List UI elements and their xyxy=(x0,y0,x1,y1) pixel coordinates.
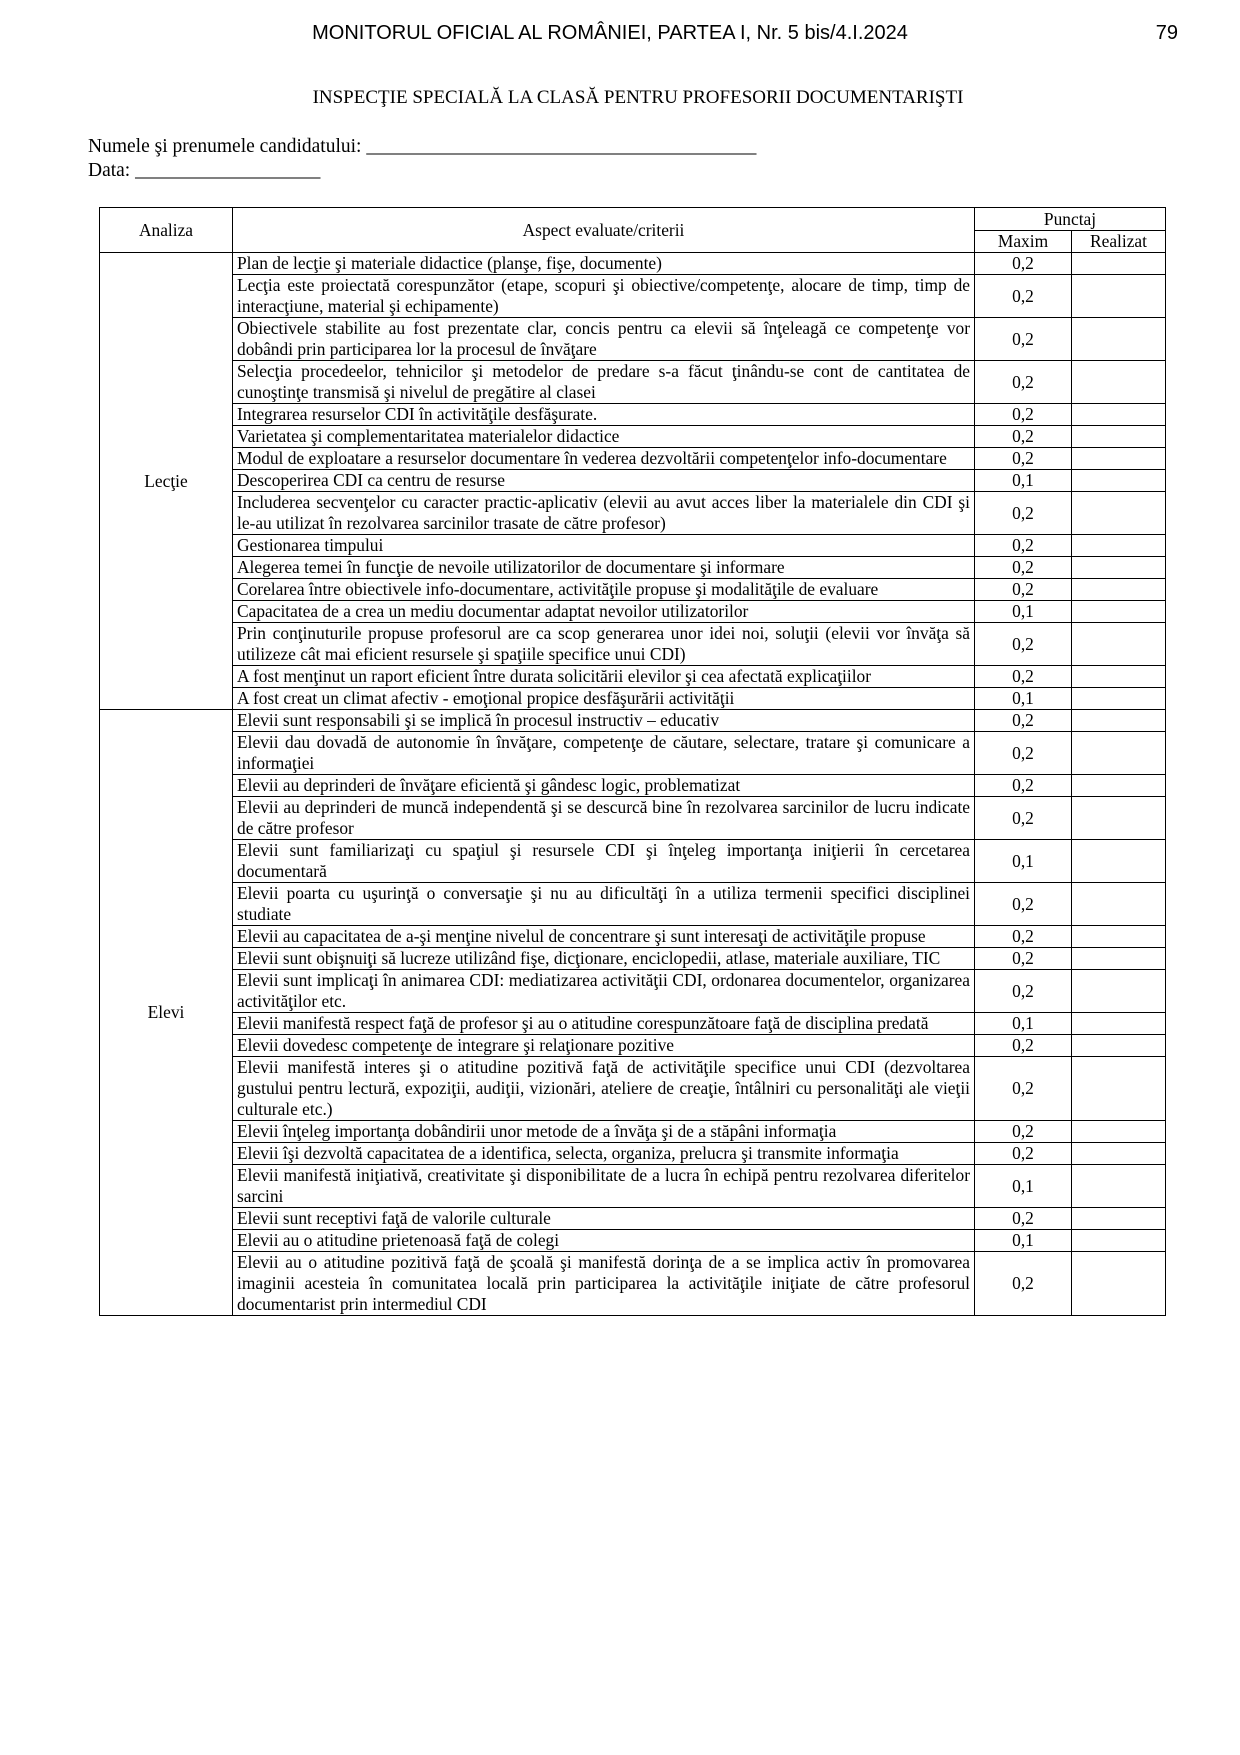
max-score-cell: 0,1 xyxy=(975,1230,1072,1252)
table-row xyxy=(100,492,1166,535)
max-score-cell: 0,2 xyxy=(975,666,1072,688)
criterion-cell: Elevii sunt responsabili şi se implică în procesul instructiv – educativ xyxy=(233,710,975,732)
section-label: Elevi xyxy=(100,710,233,1316)
criterion-cell: Elevii au o atitudine prietenoasă faţă de colegi xyxy=(233,1230,975,1252)
criterion-cell: Elevii au deprinderi de învăţare eficientă şi gândesc logic, problematizat xyxy=(233,775,975,797)
criterion-cell: Elevii sunt obişnuiţi să lucreze utilizând fişe, dicţionare, enciclopedii, atlase, materiale auxiliare, TIC xyxy=(233,948,975,970)
table-row xyxy=(100,318,1166,361)
achieved-score-cell[interactable] xyxy=(1072,579,1166,601)
criterion-cell: Integrarea resurselor CDI în activităţile desfăşurate. xyxy=(233,404,975,426)
criterion-cell: A fost creat un climat afectiv - emoţional propice desfăşurării activităţii xyxy=(233,688,975,710)
achieved-score-cell[interactable] xyxy=(1072,253,1166,275)
achieved-score-cell[interactable] xyxy=(1072,1013,1166,1035)
table-row xyxy=(100,448,1166,470)
column-header-analysis: Analiza xyxy=(100,208,233,253)
table-row xyxy=(100,1121,1166,1143)
candidate-name-field: Numele şi prenumele candidatului: ________________________________________ xyxy=(88,136,757,157)
achieved-score-cell[interactable] xyxy=(1072,1208,1166,1230)
achieved-score-cell[interactable] xyxy=(1072,404,1166,426)
max-score-cell: 0,2 xyxy=(975,253,1072,275)
criterion-cell: Elevii au deprinderi de muncă independentă şi se descurcă bine în rezolvarea sarcinilor de lucru indicate de către profesor xyxy=(233,797,975,840)
table-row xyxy=(100,970,1166,1013)
achieved-score-cell[interactable] xyxy=(1072,557,1166,579)
column-header-points: Punctaj xyxy=(975,208,1166,231)
column-header-aspect: Aspect evaluate/criterii xyxy=(233,208,975,253)
criterion-cell: Elevii sunt receptivi faţă de valorile culturale xyxy=(233,1208,975,1230)
max-score-cell: 0,2 xyxy=(975,926,1072,948)
achieved-score-cell[interactable] xyxy=(1072,1165,1166,1208)
table-row xyxy=(100,253,1166,275)
criterion-cell: Corelarea între obiectivele info-documentare, activităţile propuse şi modalităţile de evaluare xyxy=(233,579,975,601)
table-row xyxy=(100,623,1166,666)
criterion-cell: Lecţia este proiectată corespunzător (etape, scopuri şi obiective/competenţe, alocare de timp, timp de interacţiune, material şi echipamente) xyxy=(233,275,975,318)
achieved-score-cell[interactable] xyxy=(1072,470,1166,492)
max-score-cell: 0,1 xyxy=(975,601,1072,623)
criterion-cell: Capacitatea de a crea un mediu documentar adaptat nevoilor utilizatorilor xyxy=(233,601,975,623)
table-row xyxy=(100,775,1166,797)
criterion-cell: Elevii poarta cu uşurinţă o conversaţie şi nu au dificultăţi în a utiliza termenii specifici disciplinei studiate xyxy=(233,883,975,926)
evaluation-table xyxy=(99,207,1166,1316)
candidate-fields xyxy=(88,135,756,183)
criterion-cell: Obiectivele stabilite au fost prezentate clar, concis pentru ca elevii să înţeleagă ce competenţe vor dobândi prin participarea lor la procesul de învăţare xyxy=(233,318,975,361)
max-score-cell: 0,2 xyxy=(975,492,1072,535)
max-score-cell: 0,2 xyxy=(975,623,1072,666)
max-score-cell: 0,2 xyxy=(975,797,1072,840)
table-row xyxy=(100,275,1166,318)
max-score-cell: 0,2 xyxy=(975,557,1072,579)
achieved-score-cell[interactable] xyxy=(1072,883,1166,926)
max-score-cell: 0,2 xyxy=(975,535,1072,557)
achieved-score-cell[interactable] xyxy=(1072,970,1166,1013)
table-row xyxy=(100,1165,1166,1208)
max-score-cell: 0,2 xyxy=(975,361,1072,404)
max-score-cell: 0,2 xyxy=(975,404,1072,426)
achieved-score-cell[interactable] xyxy=(1072,710,1166,732)
max-score-cell: 0,2 xyxy=(975,1035,1072,1057)
table-row xyxy=(100,535,1166,557)
max-score-cell: 0,1 xyxy=(975,470,1072,492)
max-score-cell: 0,2 xyxy=(975,426,1072,448)
table-row xyxy=(100,361,1166,404)
criterion-cell: Modul de exploatare a resurselor documentare în vederea dezvoltării competenţelor info-documentare xyxy=(233,448,975,470)
journal-title: MONITORUL OFICIAL AL ROMÂNIEI, PARTEA I, Nr. 5 bis/4.I.2024 xyxy=(312,22,908,44)
max-score-cell: 0,1 xyxy=(975,688,1072,710)
criterion-cell: Plan de lecţie şi materiale didactice (planşe, fişe, documente) xyxy=(233,253,975,275)
max-score-cell: 0,2 xyxy=(975,1208,1072,1230)
table-row xyxy=(100,579,1166,601)
max-score-cell: 0,2 xyxy=(975,1143,1072,1165)
achieved-score-cell[interactable] xyxy=(1072,275,1166,318)
criterion-cell: Elevii manifestă respect faţă de profesor şi au o atitudine corespunzătoare faţă de disciplina predată xyxy=(233,1013,975,1035)
criterion-cell: Elevii dau dovadă de autonomie în învăţare, competenţe de căutare, selectare, tratare şi comunicare a informaţiei xyxy=(233,732,975,775)
achieved-score-cell[interactable] xyxy=(1072,797,1166,840)
criterion-cell: Elevii sunt familiarizaţi cu spaţiul şi resursele CDI şi înţeleg importanţa iniţierii în cercetarea documentară xyxy=(233,840,975,883)
max-score-cell: 0,2 xyxy=(975,970,1072,1013)
max-score-cell: 0,1 xyxy=(975,840,1072,883)
achieved-score-cell[interactable] xyxy=(1072,426,1166,448)
achieved-score-cell[interactable] xyxy=(1072,666,1166,688)
achieved-score-cell[interactable] xyxy=(1072,688,1166,710)
date-field: Data: ___________________ xyxy=(88,160,321,181)
table-row xyxy=(100,926,1166,948)
achieved-score-cell[interactable] xyxy=(1072,1057,1166,1121)
max-score-cell: 0,2 xyxy=(975,448,1072,470)
table-body xyxy=(100,253,1166,1316)
criterion-cell: Elevii înţeleg importanţa dobândirii unor metode de a învăţa şi de a stăpâni informaţia xyxy=(233,1121,975,1143)
achieved-score-cell[interactable] xyxy=(1072,732,1166,775)
max-score-cell: 0,2 xyxy=(975,948,1072,970)
achieved-score-cell[interactable] xyxy=(1072,361,1166,404)
achieved-score-cell[interactable] xyxy=(1072,1035,1166,1057)
max-score-cell: 0,2 xyxy=(975,275,1072,318)
column-header-max: Maxim xyxy=(975,231,1072,253)
criterion-cell: Elevii sunt implicaţi în animarea CDI: mediatizarea activităţii CDI, ordonarea documentelor, organizarea activităţilor etc. xyxy=(233,970,975,1013)
max-score-cell: 0,2 xyxy=(975,579,1072,601)
max-score-cell: 0,1 xyxy=(975,1013,1072,1035)
max-score-cell: 0,2 xyxy=(975,775,1072,797)
table-row xyxy=(100,1143,1166,1165)
criterion-cell: Elevii manifestă iniţiativă, creativitate şi disponibilitate de a lucra în echipă pentru rezolvarea diferitelor sarcini xyxy=(233,1165,975,1208)
achieved-score-cell[interactable] xyxy=(1072,535,1166,557)
page-number: 79 xyxy=(1155,22,1178,44)
achieved-score-cell[interactable] xyxy=(1072,623,1166,666)
table-row xyxy=(100,557,1166,579)
criterion-cell: Includerea secvenţelor cu caracter practic-aplicativ (elevii au avut acces liber la materialele din CDI şi le-au utilizat în rezolvarea sarcinilor trasate de către profesor) xyxy=(233,492,975,535)
table-row xyxy=(100,666,1166,688)
achieved-score-cell[interactable] xyxy=(1072,492,1166,535)
max-score-cell: 0,2 xyxy=(975,710,1072,732)
table-row xyxy=(100,948,1166,970)
criterion-cell: Gestionarea timpului xyxy=(233,535,975,557)
max-score-cell: 0,2 xyxy=(975,1057,1072,1121)
max-score-cell: 0,1 xyxy=(975,1165,1072,1208)
table-row xyxy=(100,1057,1166,1121)
table-row xyxy=(100,1035,1166,1057)
achieved-score-cell[interactable] xyxy=(1072,601,1166,623)
achieved-score-cell[interactable] xyxy=(1072,448,1166,470)
table-row xyxy=(100,840,1166,883)
criterion-cell: Elevii îşi dezvoltă capacitatea de a identifica, selecta, organiza, prelucra şi transmite informaţia xyxy=(233,1143,975,1165)
achieved-score-cell[interactable] xyxy=(1072,840,1166,883)
table-row xyxy=(100,470,1166,492)
achieved-score-cell[interactable] xyxy=(1072,1252,1166,1316)
table-row xyxy=(100,601,1166,623)
max-score-cell: 0,2 xyxy=(975,883,1072,926)
criterion-cell: Elevii au o atitudine pozitivă faţă de şcoală şi manifestă dorinţa de a se implica activ în promovarea imaginii acesteia în comunitatea locală prin participarea la activităţile iniţiate de către profesorul documentarist prin intermediul CDI xyxy=(233,1252,975,1316)
achieved-score-cell[interactable] xyxy=(1072,1143,1166,1165)
criterion-cell: Elevii manifestă interes şi o atitudine pozitivă faţă de activităţile specifice unui CDI (dezvoltarea gustului pentru lectură, expoziţii, audiţii, vizionări, ateliere de creaţie, întâlniri cu personalităţi ale vieţii culturale etc.) xyxy=(233,1057,975,1121)
table-row xyxy=(100,404,1166,426)
criterion-cell: Elevii au capacitatea de a-şi menţine nivelul de concentrare şi sunt interesaţi de activităţile propuse xyxy=(233,926,975,948)
section-label: Lecţie xyxy=(100,253,233,710)
table-row xyxy=(100,797,1166,840)
max-score-cell: 0,2 xyxy=(975,1121,1072,1143)
achieved-score-cell[interactable] xyxy=(1072,318,1166,361)
achieved-score-cell[interactable] xyxy=(1072,948,1166,970)
document-title: INSPECŢIE SPECIALĂ LA CLASĂ PENTRU PROFESORII DOCUMENTARIŞTI xyxy=(312,87,964,108)
table-row xyxy=(100,883,1166,926)
achieved-score-cell[interactable] xyxy=(1072,1230,1166,1252)
achieved-score-cell[interactable] xyxy=(1072,775,1166,797)
table-row xyxy=(100,710,1166,732)
table-row xyxy=(100,426,1166,448)
criterion-cell: Prin conţinuturile propuse profesorul are ca scop generarea unor idei noi, soluţii (elevii vor învăţa să utilizeze cât mai eficient resursele şi spaţiile specifice unui CDI) xyxy=(233,623,975,666)
table-row xyxy=(100,1208,1166,1230)
criterion-cell: A fost menţinut un raport eficient între durata solicitării elevilor şi cea afectată explicaţiilor xyxy=(233,666,975,688)
table-row xyxy=(100,732,1166,775)
page-header xyxy=(0,22,1240,52)
table-row xyxy=(100,1013,1166,1035)
table-row xyxy=(100,688,1166,710)
criterion-cell: Descoperirea CDI ca centru de resurse xyxy=(233,470,975,492)
criterion-cell: Elevii dovedesc competenţe de integrare şi relaţionare pozitive xyxy=(233,1035,975,1057)
max-score-cell: 0,2 xyxy=(975,732,1072,775)
achieved-score-cell[interactable] xyxy=(1072,1121,1166,1143)
max-score-cell: 0,2 xyxy=(975,1252,1072,1316)
max-score-cell: 0,2 xyxy=(975,318,1072,361)
column-header-achieved: Realizat xyxy=(1072,231,1166,253)
achieved-score-cell[interactable] xyxy=(1072,926,1166,948)
table-row xyxy=(100,1252,1166,1316)
table-row xyxy=(100,1230,1166,1252)
criterion-cell: Alegerea temei în funcţie de nevoile utilizatorilor de documentare şi informare xyxy=(233,557,975,579)
criterion-cell: Selecţia procedeelor, tehnicilor şi metodelor de predare s-a făcut ţinându-se cont de cantitatea de cunoştinţe transmisă şi nivelul de pregătire al clasei xyxy=(233,361,975,404)
criterion-cell: Varietatea şi complementaritatea materialelor didactice xyxy=(233,426,975,448)
